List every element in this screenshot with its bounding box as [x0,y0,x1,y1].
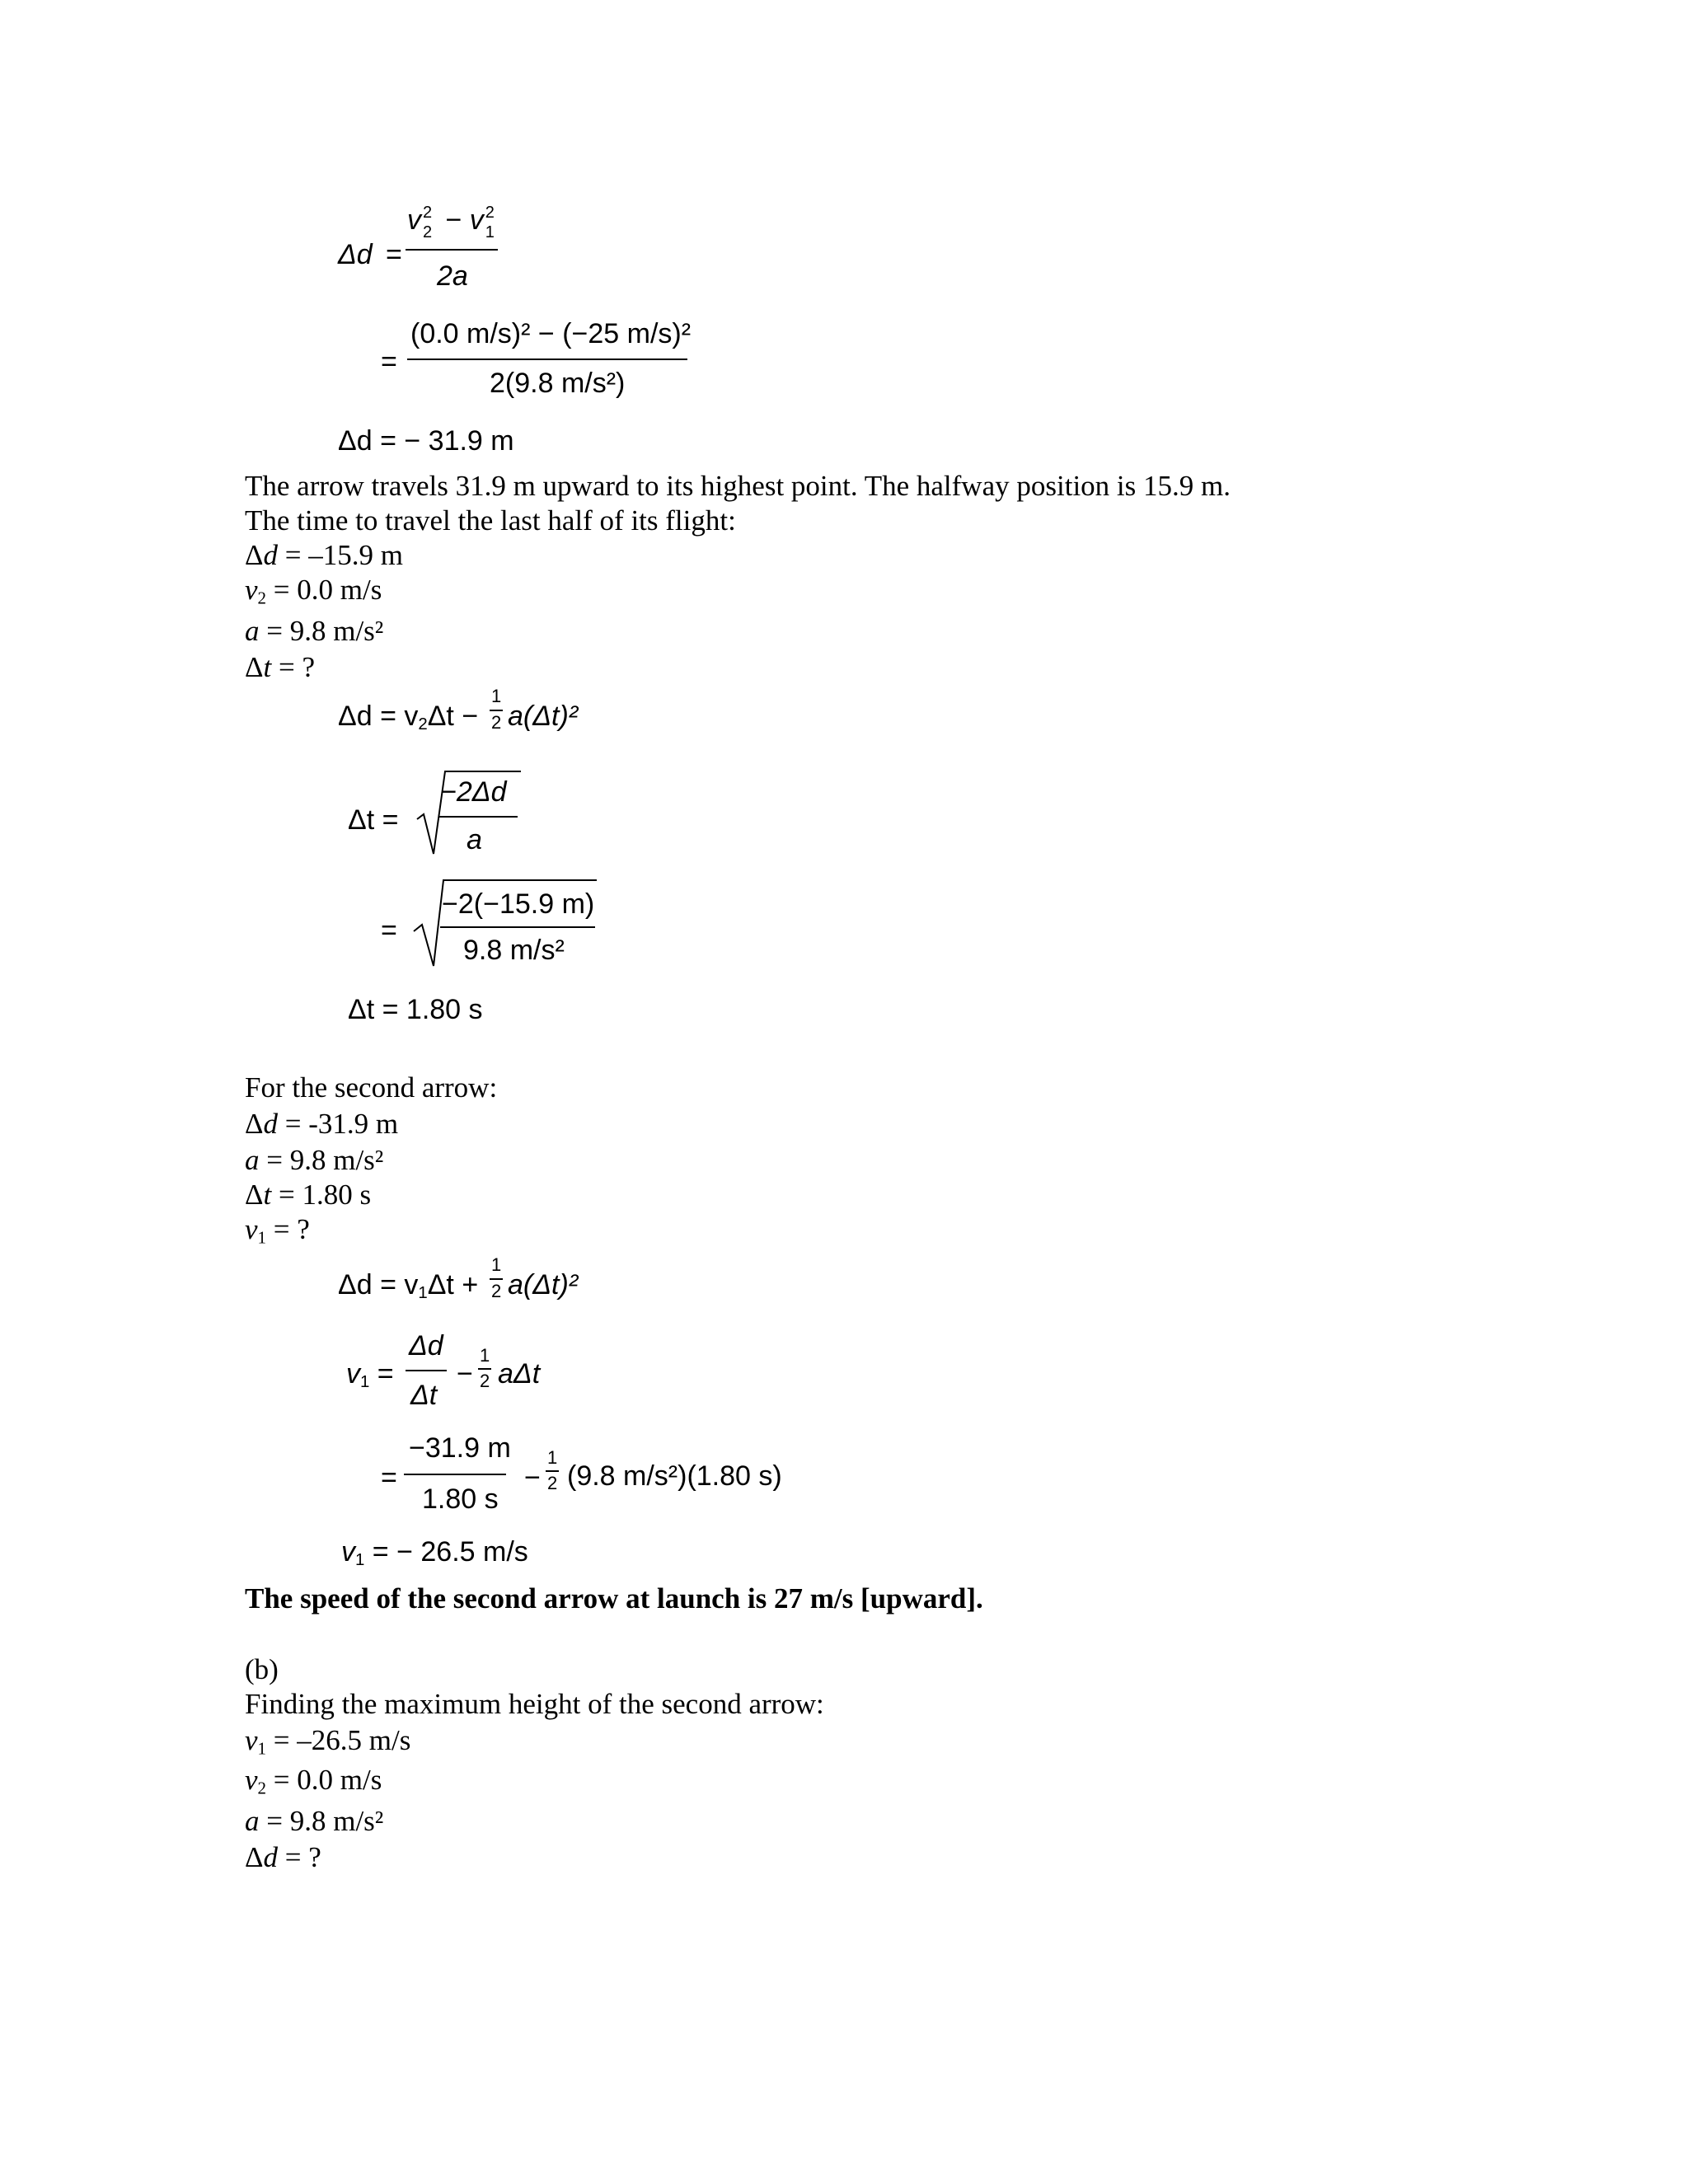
eq1-numerator-2: (0.0 m/s)² − (−25 m/s)² [410,318,692,349]
eq1-fraction-bar-2 [407,359,687,360]
eq2-equals: = [381,915,397,946]
eq3-line1-tail: a(Δt)² [508,1269,579,1301]
eq1-fraction-bar [406,249,498,251]
eq3-half3-bar [546,1470,559,1472]
eq2-sqrt-bar [438,816,518,818]
part-b-heading: Finding the maximum height of the second arrow: [245,1688,824,1720]
given2-v1: $v_1$ = ? [245,1213,310,1248]
eq3-half-bar [490,1278,503,1280]
eq3-result: $v_1$ = − 26.5 m/s [341,1536,528,1570]
paragraph-second-arrow: For the second arrow: [245,1071,498,1104]
given2-a: a = 9.8 m/s² [245,1144,384,1176]
given3-v1: $v_1 = -26.5$ m/s [245,1724,411,1759]
eq3-den2: 1.80 s [422,1483,499,1515]
eq2-sqrt-numerator: −2Δd [440,776,507,808]
eq3-v1-lhs: $v_1$ = [346,1358,394,1392]
eq3-frac2-bar [404,1474,506,1475]
given2-delta-t: Δt = 1.80 s [245,1179,372,1211]
eq1-denominator-2: 2(9.8 m/s²) [490,368,626,399]
conclusion-text: The speed of the second arrow at launch is 27 m/s [upward]. [245,1582,983,1615]
given-v2: $v_2 = 0.0$ m/s [245,574,382,608]
eq3-tail: aΔt [498,1358,541,1390]
eq2-dt-lhs: Δt = [348,804,399,836]
eq2-half-bar [490,710,503,711]
paragraph-last-half: The time to travel the last half of its flight: [245,504,736,537]
eq3-line1: $\Delta d = v_1\Delta t$ + [338,1269,479,1303]
eq1-denominator: 2a [437,260,468,292]
eq3-half-den: 2 [491,1281,502,1301]
eq3-half2-den: 2 [480,1371,490,1391]
eq1-numerator: v 2 2 − v 2 1 [407,204,495,241]
eq3-half2-bar [478,1368,491,1370]
eq3-minus: − [457,1358,473,1390]
eq3-half-num: 1 [491,1254,502,1275]
given3-v2: $v_2 = 0.0$ m/s [245,1764,382,1798]
eq2-sqrt2-bar [440,926,595,928]
eq3-frac-num: Δd [409,1330,443,1361]
paragraph-highest-point: The arrow travels 31.9 m upward to its highest point. The halfway position is 15.9 m. [245,470,1231,502]
eq2-half-den: 2 [491,712,502,733]
eq3-half3-num: 1 [547,1447,558,1468]
eq3-num2: −31.9 m [409,1432,511,1464]
eq2-result: Δt = 1.80 s [348,994,483,1025]
given3-delta-d: Δd = ? [245,1841,321,1873]
given2-delta-d: Δd = -31.9 m [245,1108,399,1140]
given-delta-t: Δt = ? [245,651,316,683]
given3-a: a = 9.8 m/s² [245,1805,384,1837]
eq2-sqrt-denominator: a [467,824,482,855]
eq3-tail2: (9.8 m/s²)(1.80 s) [567,1460,782,1492]
eq1-result: Δd = − 31.9 m [338,425,514,457]
eq3-frac-den: Δt [410,1380,438,1411]
eq3-equals: = [381,1462,397,1493]
part-b-label: (b) [245,1653,279,1685]
eq3-half2-num: 1 [480,1345,490,1366]
eq2-line1: $\Delta d = v_2\Delta t$ − [338,701,479,734]
eq2-line1-tail: a(Δt)² [508,701,579,732]
given-a: a = 9.8 m/s² [245,615,384,647]
eq3-minus2: − [524,1462,541,1493]
eq2-sqrt2-numerator: −2(−15.9 m) [442,888,595,920]
given-delta-d: Δd = –15.9 m [245,539,403,571]
eq3-half3-den: 2 [547,1473,558,1493]
eq2-sqrt2-denominator: 9.8 m/s² [463,935,565,966]
eq1-equals: = [386,239,402,270]
eq2-half-num: 1 [491,686,502,706]
eq3-frac-bar [406,1370,447,1371]
eq1-equals-2: = [381,346,397,377]
eq1-lhs: Δd [338,239,373,270]
